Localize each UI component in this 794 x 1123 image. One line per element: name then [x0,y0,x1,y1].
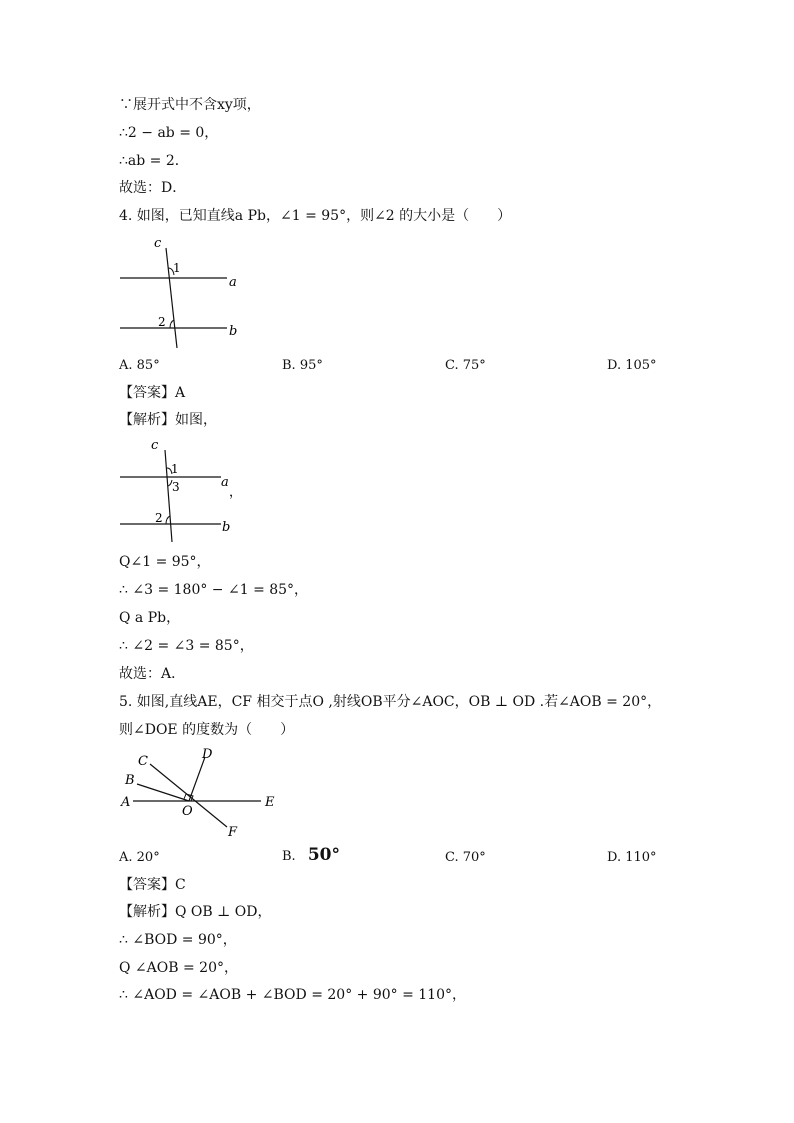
label-C: C [138,754,148,769]
text-line: 故选：A． [119,666,186,682]
question-5-cont: 则∠DOE 的度数为（ ） [119,722,295,738]
label-c: c [151,438,159,453]
text-line: ∴ ∠BOD = 90°， [119,932,237,948]
angle-2-arc [166,516,170,524]
option-b [282,846,340,866]
answer-line: 【答案】C [119,877,186,893]
label-E: E [265,795,275,810]
label-1: 1 [173,261,181,275]
label-b: b [229,324,238,339]
option-c: C. 75° [445,358,486,373]
text-line: ∴2 − ab = 0， [119,125,219,141]
label-comma: ， [229,485,243,500]
label-a: a [229,275,237,290]
label-2: 2 [155,511,163,525]
figure-intersecting-lines-q5 [115,744,285,844]
text-line: ∴ ∠3 = 180° − ∠1 = 85°， [119,582,309,598]
option-a: A. 20° [119,850,160,865]
figure-parallel-lines-solution [115,436,255,548]
text-line: Q ∠AOB = 20°， [119,960,238,976]
answer-line: 【答案】A [119,385,186,401]
label-O: O [182,804,193,819]
option-b-letter: B. [282,849,296,864]
ray-od [189,757,205,801]
option-c: C. 70° [445,850,486,865]
question-4: 4. 如图，已知直线a Pb，∠1 = 95°，则∠2 的大小是（ ） [119,208,512,224]
option-b-value: 50° [307,845,340,865]
text-line: ∴ ∠2 = ∠3 = 85°， [119,638,254,654]
label-3: 3 [172,480,180,494]
label-a: a [221,475,229,490]
figure-parallel-lines-q4 [115,234,255,354]
label-2: 2 [158,315,166,329]
label-A: A [121,795,131,810]
ray-ob [137,784,189,801]
option-d: D. 110° [607,850,657,865]
explanation-line: 【解析】如图， [119,412,217,428]
option-d: D. 105° [607,358,657,373]
text-line: Q∠1 = 95°， [119,554,211,570]
label-B: B [125,773,135,788]
text-line: ∴ ∠AOD = ∠AOB + ∠BOD = 20° + 90° = 110°， [119,987,466,1003]
angle-2-arc [170,320,174,328]
text-line: ∴ab = 2． [119,153,189,169]
text-line: Q a Pb， [119,610,181,626]
label-1: 1 [171,462,179,476]
label-F: F [228,825,238,840]
text-line: 故选：D． [119,180,187,196]
label-b: b [222,520,231,535]
option-b: B. 95° [282,358,323,373]
explanation-line: 【解析】Q OB ⊥ OD， [119,904,272,920]
label-c: c [154,236,162,251]
option-a: A. 85° [119,358,160,373]
label-D: D [202,747,213,762]
text-line: ∵展开式中不含xy项， [119,97,261,113]
question-5: 5. 如图,直线AE，CF 相交于点O ,射线OB平分∠AOC，OB ⊥ OD .若∠AOB = 20°， [119,694,662,710]
